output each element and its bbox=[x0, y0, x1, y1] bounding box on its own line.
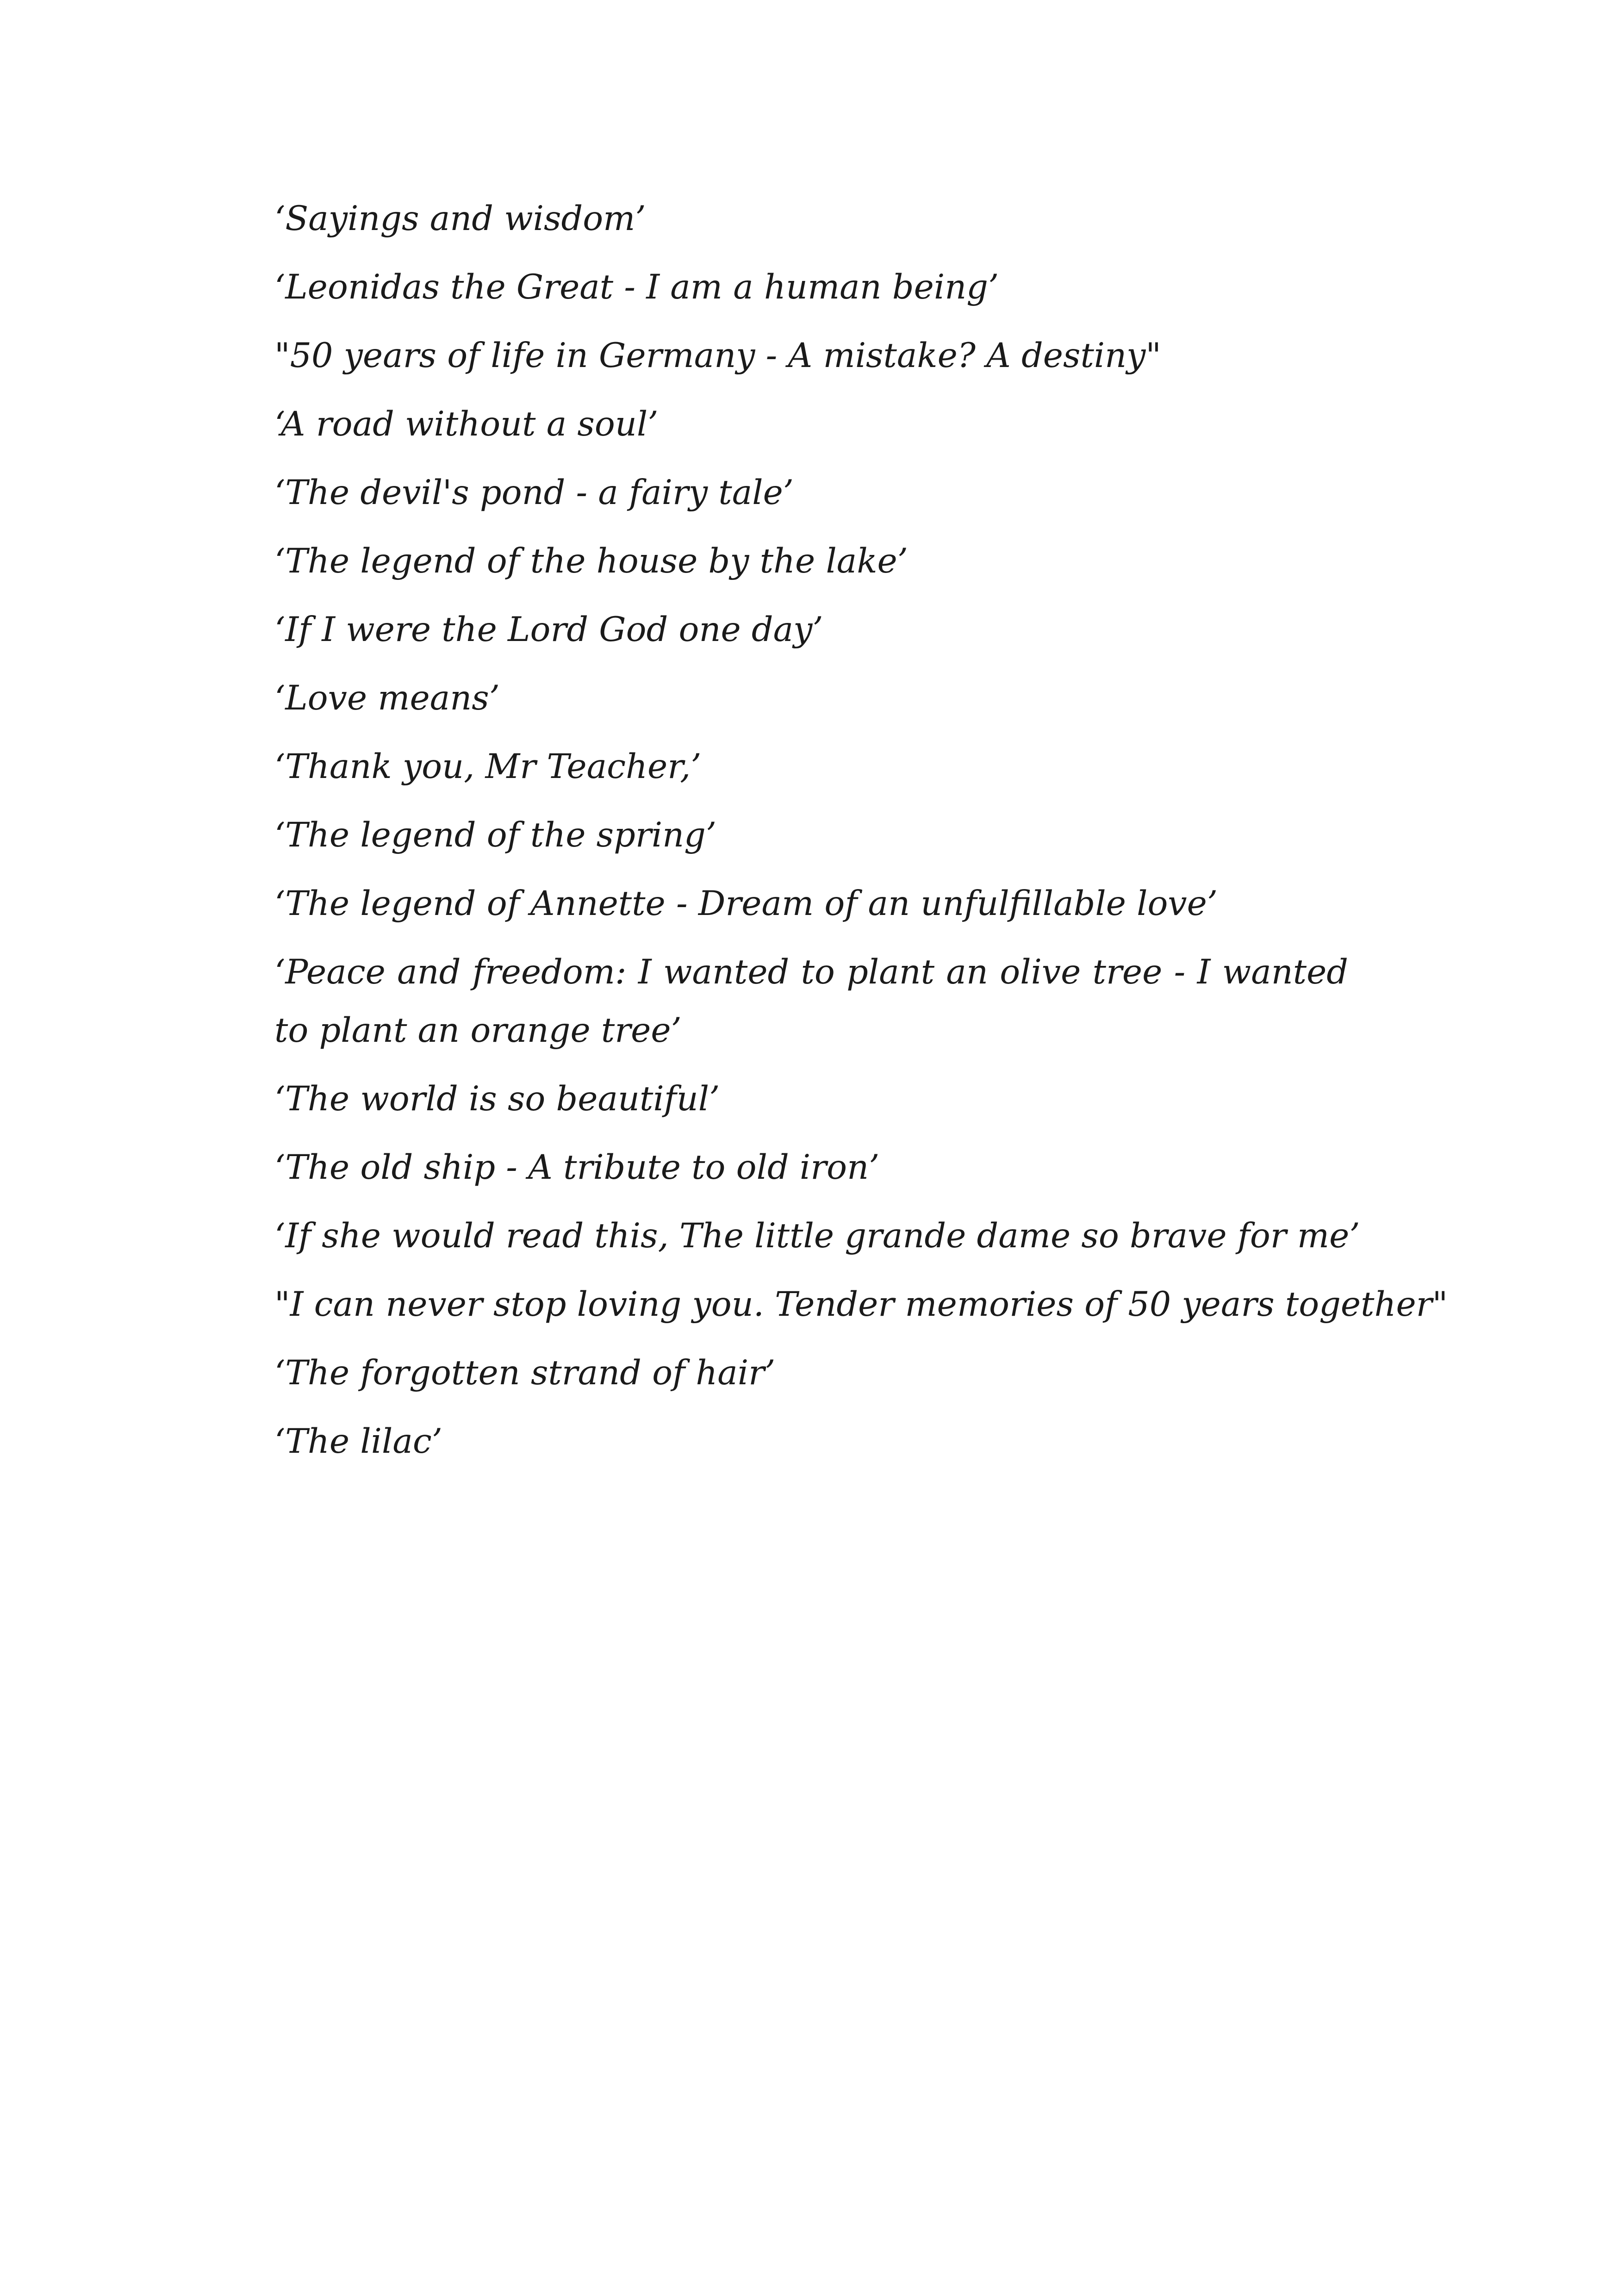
title-item: ‘Thank you, Mr Teacher,’ bbox=[274, 747, 702, 786]
title-list bbox=[274, 190, 1448, 1481]
title-item: ‘The legend of Annette - Dream of an unfulfillable love’ bbox=[274, 884, 1218, 923]
title-item: ‘The legend of the house by the lake’ bbox=[274, 541, 908, 581]
title-item: ‘A road without a soul’ bbox=[274, 404, 659, 444]
title-item: ‘The devil's pond - a fairy tale’ bbox=[274, 473, 794, 512]
title-item: ‘If I were the Lord God one day’ bbox=[274, 610, 823, 649]
title-item: ‘Sayings and wisdom’ bbox=[274, 199, 646, 238]
title-item: ‘Peace and freedom: I wanted to plant an olive tree - I wanted to plant an orange tree’ bbox=[274, 952, 1348, 1050]
title-item: ‘The forgotten strand of hair’ bbox=[274, 1353, 776, 1393]
title-item: "50 years of life in Germany - A mistake? A destiny" bbox=[274, 336, 1161, 375]
title-item: ‘The world is so beautiful’ bbox=[274, 1079, 720, 1119]
title-item: ‘Leonidas the Great - I am a human being’ bbox=[274, 268, 999, 307]
title-item: ‘If she would read this, The little grande dame so brave for me’ bbox=[274, 1216, 1360, 1256]
title-item: ‘The old ship - A tribute to old iron’ bbox=[274, 1148, 880, 1187]
title-item: ‘The legend of the spring’ bbox=[274, 815, 717, 855]
title-item: ‘Love means’ bbox=[274, 678, 500, 718]
title-item: ‘The lilac’ bbox=[274, 1422, 442, 1461]
title-item: "I can never stop loving you. Tender memories of 50 years together" bbox=[274, 1285, 1448, 1324]
